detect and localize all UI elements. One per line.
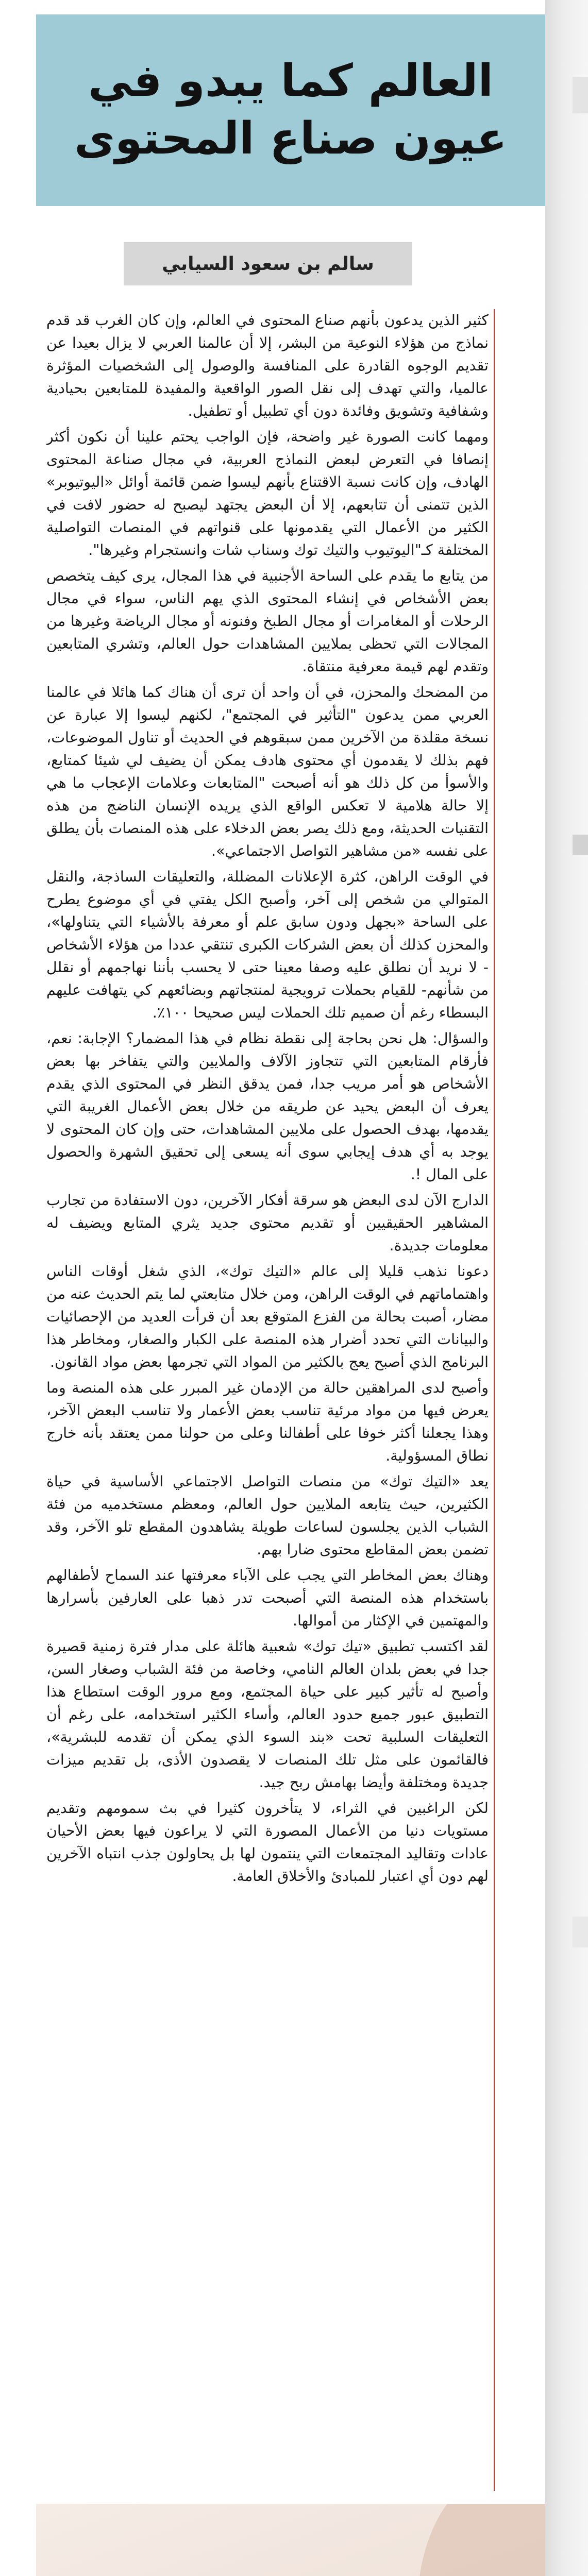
headline-line-2: عيون صناع المحتوى bbox=[74, 113, 507, 164]
adjacent-page-strip bbox=[545, 0, 588, 2576]
byline-box bbox=[124, 242, 412, 285]
paragraph: يعد «التيك توك» من منصات التواصل الاجتماعي الأساسية في حياة الكثيرين، حيث يتابعه الملايين حول العالم، ومعظم مستخدميه من فئة الشباب الذين يجلسون لساعات طويلة يشاهدون المقطع تلو الآخر، وقد تضمن بعض المقاطع محتوى ضارا بهم. bbox=[46, 1473, 489, 1558]
headline-box bbox=[36, 14, 545, 206]
column-rule bbox=[494, 309, 495, 2491]
paragraph: الدارج الآن لدى البعض هو سرقة أفكار الآخرين، دون الاستفادة من تجارب المشاهير الحقيقيين أو تقديم محتوى جديد يثري المتابع ويضيف له معلومات جديدة. bbox=[46, 1192, 489, 1254]
paragraph: من المضحك والمحزن، في أن واحد أن ترى أن هناك كما هائلا في عالمنا العربي ممن يدعون "التأثير في المجتمع"، لكنهم ليسوا إلا عبارة عن نسخة مقلدة من الآخرين ممن سبقوهم في الحديث أو تناول الموضوعات، فهم بذلك لا يقدمون أي محتوى هادف يمكن أن يضيف لي شيئا كمتابع، والأسوأ من كل ذلك هو أنه أصبحت "المتابعات وعلامات الإعجاب ما هي إلا حالة هلامية لا تعكس الواقع الذي يريده الإنسان الناضج من هذه التقنيات الحديثة، ومع ذلك يصر بعض الدخلاء على هذه المنصات بأن يطلق على نفسه «من مشاهير التواصل الاجتماعي». bbox=[46, 684, 489, 859]
article-photo bbox=[36, 2504, 545, 2576]
paragraph: لكن الراغبين في الثراء، لا يتأخرون كثيرا في بث سمومهم وتقديم مستويات دنيا من الأعمال المصورة التي لا يراعون فيها بعض الأحيان عادات وتقاليد المجتمعات التي ينتمون لها بل يحاولون جذب انتباه الآخرين لهم دون أي اعتبار للمبادئ والأخلاق العامة. bbox=[46, 1800, 489, 1885]
article bbox=[36, 0, 545, 2576]
paragraph: لقد اكتسب تطبيق «تيك توك» شعبية هائلة على مدار فترة زمنية قصيرة جدا في بعض بلدان العالم النامي، وخاصة من فئة الشباب وصغار السن، وأصبح له تأثير كبير على حياة المجتمع، ومع مرور الوقت استطاع هذا التطبيق عبور جميع حدود العالم، وأساء الكثير استخدامه، على رغم أن التعليقات السلبية تحت «بند السوء الذي يمكن أن تقدمه للبشرية»، فالقائمون على مثل تلك المنصات لا يقصدون الأذى، بل تقديم ميزات جديدة ومختلفة وأيضا بهامش ربح جيد. bbox=[46, 1638, 489, 1791]
paragraph: من يتابع ما يقدم على الساحة الأجنبية في هذا المجال، يرى كيف يتخصص بعض الأشخاص في إنشاء المحتوى الذي يهم الناس، سواء في مجال الرحلات أو المغامرات أو مجال الطبخ وفنونه أو مجال الرياضة وغيرها من المجالات التي تحظى بملايين المشاهدات حول العالم، وتشري المتابعين وتقدم لهم قيمة معرفية منتقاة. bbox=[46, 567, 489, 675]
paragraph: في الوقت الراهن، كثرة الإعلانات المضللة، والتعليقات الساذجة، والنقل المتوالي من شخص إلى آخر، وأصبح الكل يفتي في أي موضوع يطرح على الساحة «بجهل ودون سابق علم أو معرفة بالأشياء التي يتناولها»، والمحزن كذلك أن بعض الشركات الكبرى تنتقي عددا من هؤلاء الأشخاص - لا نريد أن نطلق عليه وصفا معينا حتى لا يحسب بأننا نهاجمهم أو نقلل من شأنهم- للقيام بحملات ترويجية لمنتجاتهم وبضائعهم كي يتهافت عليهم البسطاء رغم أن صميم تلك الحملات ليس صحيحا ١٠٠٪. bbox=[46, 868, 489, 1021]
paragraph: وأصبح لدى المراهقين حالة من الإدمان غير المبرر على هذه المنصة وما يعرض فيها من مواد مرئية تناسب بعض الأعمار ولا تناسب البعض الآخر، وهذا يجعلنا أكثر خوفا على أطفالنا وعلى من حولنا ممن يعتقد بأنه خارج نطاق المسؤولية. bbox=[46, 1379, 489, 1464]
paragraph: والسؤال: هل نحن بحاجة إلى نقطة نظام في هذا المضمار؟ الإجابة: نعم، فأرقام المتابعين التي تتجاوز الآلاف والملايين والتي يتفاخر بها بعض الأشخاص هو أمر مريب جدا، فمن يدقق النظر في المحتوى الذي يقدم يعرف أن البعض يحيد عن طريقه من خلال بعض الأعمال الغريبة التي يقدمها، بهدف الحصول على ملايين المشاهدات، حتى وإن كان المحتوى لا يوجد به أي هدف إيجابي سوى أنه يسعى إلى تحقيق الشهرة والحصول على المال !. bbox=[46, 1030, 489, 1183]
article-body bbox=[46, 309, 489, 2491]
author-name: سالم بن سعود السيابي bbox=[162, 253, 374, 275]
paragraph: وهناك بعض المخاطر التي يجب على الآباء معرفتها عند السماح لأطفالهم باستخدام هذه المنصة التي أصبحت تدر ذهبا على العارفين بأسرارها والمهتمين في الإكثار من أموالها. bbox=[46, 1567, 489, 1629]
paragraph: ومهما كانت الصورة غير واضحة، فإن الواجب يحتم علينا أن نكون أكثر إنصافا في التعرض لبعض النماذج العربية، في مجال صناعة المحتوى الهادف، وإن كانت نسبة الاقتناع بأنهم ليسوا ضمن قائمة أوائل «اليوتيوبر» الذين تتمنى أن تتابعهم، إلا أن البعض يجتهد ليصبح له حضور لافت في الكثير من الأعمال التي يقدمونها على قنواتهم في المنصات التواصلية المختلفة كـ"اليوتيوب والتيك توك وسناب شات وانستجرام وغيرها". bbox=[46, 428, 489, 558]
headline-line-1: العالم كما يبدو في bbox=[88, 55, 493, 107]
paragraph: كثير الذين يدعون بأنهم صناع المحتوى في العالم، وإن كان الغرب قد قدم نماذج من هؤلاء النوعية من البشر، إلا أن عالمنا العربي لا يزال بعيدا عن تقديم الوجوه القادرة على المنافسة والوصول إلى الشخصيات المؤثرة عالميا، والتي تهدف إلى نقل الصور الواقعية والمفيدة للمتابعين بحيادية وشفافية وتشويق وفائدة دون أي تطبيل أو تطفيل. bbox=[46, 312, 489, 419]
page-margin bbox=[0, 0, 36, 2576]
paragraph: دعونا نذهب قليلا إلى عالم «التيك توك»، الذي شغل أوقات الناس واهتماماتهم في الوقت الراهن، ومن خلال متابعتي لما يتم الحديث عنه من مضار، أصبت بحالة من الفزع المتوقع بعد أن قرأت العديد من الإحصائيات والبيانات التي تحدد أضرار هذه المنصة على الكبار والصغار، ومخاطر هذا البرنامج الذي أصبح يعج بالكثير من المواد التي تجرمها بعض مواد القانون. bbox=[46, 1263, 489, 1370]
